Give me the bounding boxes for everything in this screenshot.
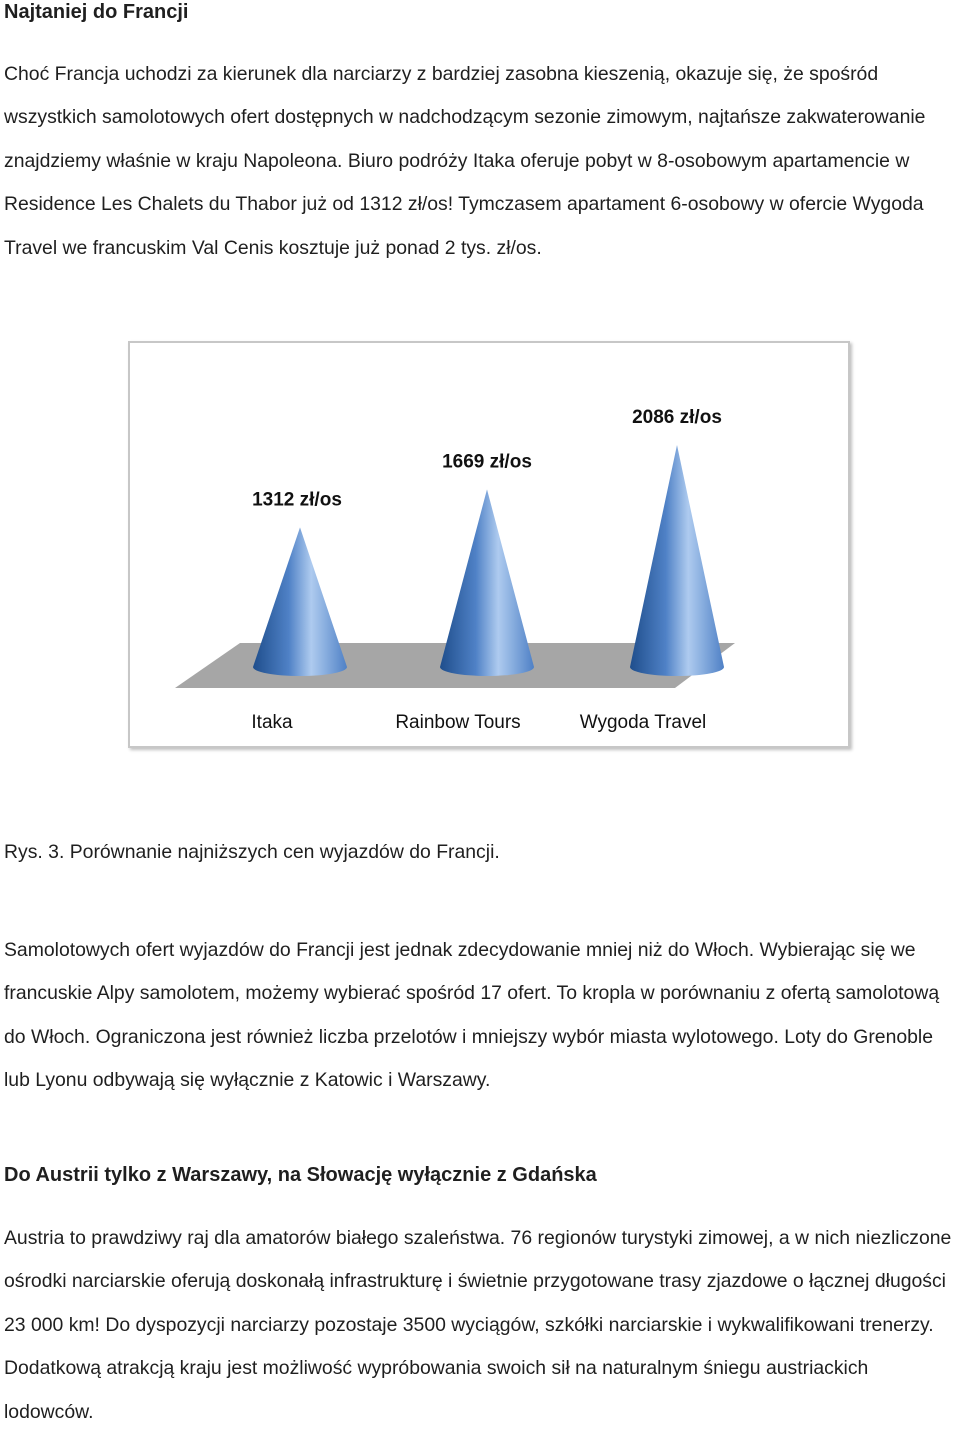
- figure-caption: Rys. 3. Porównanie najniższych cen wyjazdów do Francji.: [4, 841, 500, 863]
- cone-body-1: [253, 527, 347, 676]
- cone-1: [253, 527, 347, 676]
- price-comparison-chart: [128, 341, 850, 748]
- cone-body-2: [440, 489, 534, 676]
- chart-canvas: [130, 343, 848, 746]
- data-label-2: 1669 zł/os: [442, 451, 532, 473]
- cone-3: [630, 445, 724, 676]
- data-label-3: 2086 zł/os: [632, 407, 722, 428]
- cone-2: [440, 489, 534, 676]
- data-label-1: 1312 zł/os: [252, 489, 342, 511]
- paragraph-austria: Austria to prawdziwy raj dla amatorów białego szaleństwa. 76 regionów turystyki zimowej, a w nich niezliczone ośrodki narciarskie oferują doskonałą infrastrukturę i świetnie przygotowane trasy zjazdowe o łącznej długości 23 000 km! Do dyspozycji narciarzy pozostaje 3500 wyciągów, szkółki narciarskie i wykwalifikowani trenerzy. Dodatkową atrakcją kraju jest możliwość wypróbowania swoich sił na naturalnym śniegu austriackich lodowców.: [4, 1227, 952, 1423]
- category-label-3: Wygoda Travel: [579, 712, 707, 733]
- category-axis: [251, 712, 706, 733]
- category-label-1: Itaka: [251, 712, 293, 733]
- paragraph-france-intro: Choć Francja uchodzi za kierunek dla narciarzy z bardziej zasobna kieszenią, okazuje się, że spośród wszystkich samolotowych ofert dostępnych w nadchodzącym sezonie zimowym, najtańsze zakwaterowanie znajdziemy właśnie w kraju Napoleona. Biuro podróży Itaka oferuje pobyt w 8-osobowym apartamencie w Residence Les Chalets du Thabor już od 1312 zł/os! Tymczasem apartament 6-osobowy w ofercie Wygoda Travel we francuskim Val Cenis kosztuje już ponad 2 tys. zł/os.: [4, 63, 926, 259]
- cone-body-3: [630, 445, 724, 676]
- paragraph-france-flights: Samolotowych ofert wyjazdów do Francji jest jednak zdecydowanie mniej niż do Włoch. Wybierając się we francuskie Alpy samolotem, możemy wybierać spośród 17 ofert. To kropla w porównaniu z ofertą samolotową do Włoch. Ograniczona jest również liczba przelotów i mniejszy wybór miasta wylotowego. Loty do Grenoble lub Lyonu odbywają się wyłącznie z Katowic i Warszawy.: [4, 939, 940, 1092]
- section-heading-austria-slovakia: Do Austrii tylko z Warszawy, na Słowację wyłącznie z Gdańska: [4, 1164, 597, 1186]
- section-heading-france: Najtaniej do Francji: [4, 1, 189, 23]
- category-label-2: Rainbow Tours: [395, 712, 521, 733]
- cone-series: [253, 445, 724, 676]
